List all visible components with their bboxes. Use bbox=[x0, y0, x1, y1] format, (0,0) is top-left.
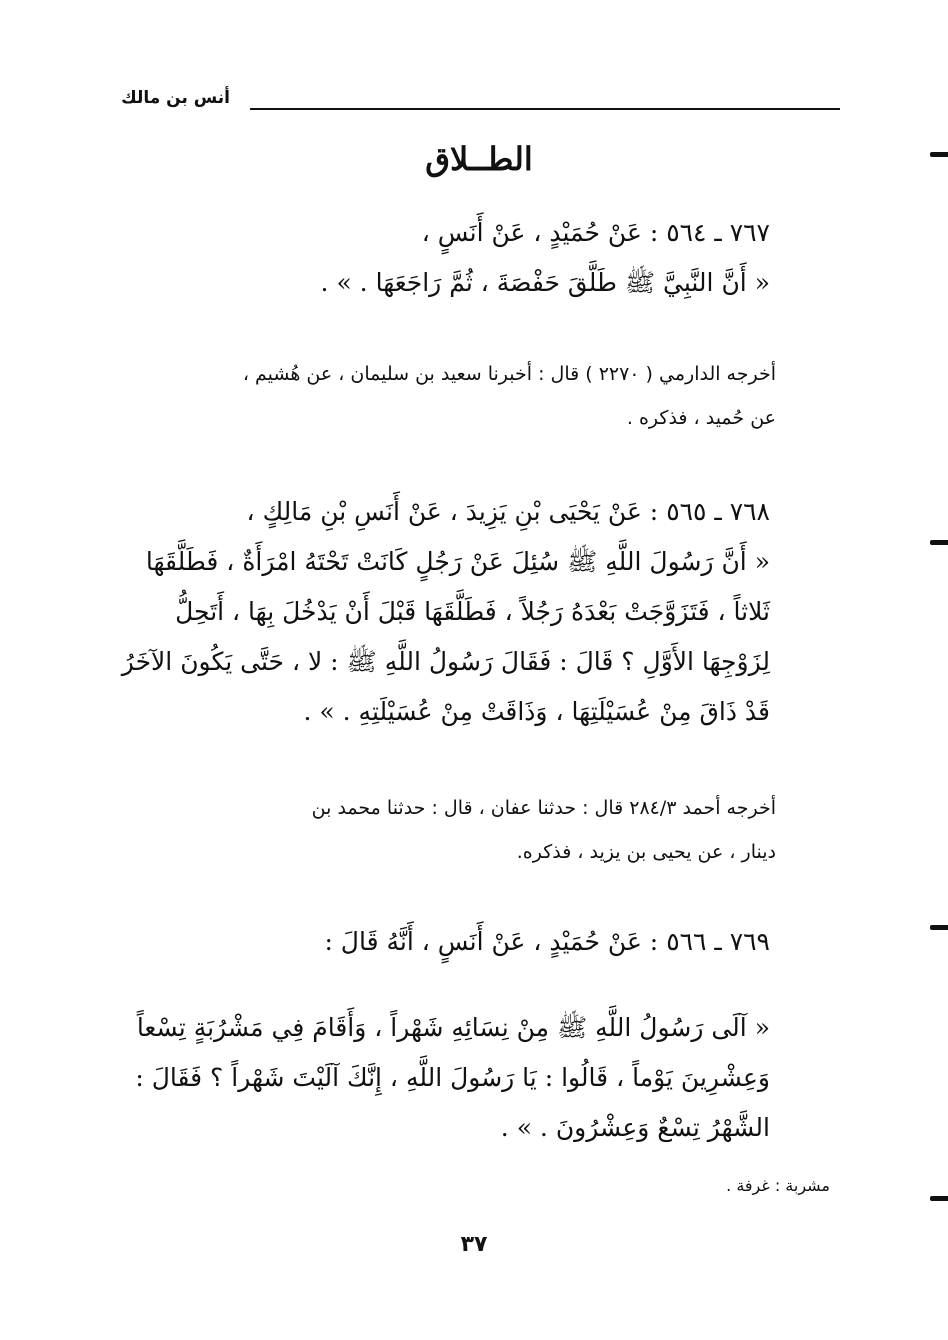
hadith-line: ثَلاثاً ، فَتَزَوَّجَتْ بَعْدَهُ رَجُلاً ، فَطَلَّقَهَا قَبْلَ أَنْ يَدْخُلَ بِهَا ، أَتَحِلُّ bbox=[175, 597, 770, 626]
margin-mark bbox=[930, 540, 948, 545]
note-line: دينار ، عن يحيى بن يزيد ، فذكره. bbox=[516, 841, 776, 863]
margin-mark bbox=[930, 152, 948, 157]
running-title: أنس بن مالك bbox=[121, 88, 230, 108]
page-number: ٣٧ bbox=[460, 1232, 488, 1257]
hadith-line: وَعِشْرِينَ يَوْماً ، قَالُوا : يَا رَسُولَ اللَّهِ ، إِنَّكَ آلَيْتَ شَهْراً ؟ فَقَالَ : bbox=[135, 1063, 770, 1092]
hadith-line: ٧٦٩ ـ ٥٦٦ : عَنْ حُمَيْدٍ ، عَنْ أَنَسٍ ، أَنَّهُ قَالَ : bbox=[324, 927, 770, 956]
hadith-line: « آلَى رَسُولُ اللَّهِ ﷺ مِنْ نِسَائِهِ شَهْراً ، وَأَقَامَ فِي مَشْرُبَةٍ تِسْعاً bbox=[136, 1013, 770, 1042]
hadith-768-takhrij bbox=[110, 786, 776, 874]
note-line: عن حُميد ، فذكره . bbox=[626, 407, 776, 429]
hadith-line: قَدْ ذَاقَ مِنْ عُسَيْلَتِهَا ، وَذَاقَتْ مِنْ عُسَيْلَتِهِ . » . bbox=[303, 697, 770, 726]
hadith-769-heading bbox=[110, 917, 770, 967]
margin-mark bbox=[930, 1196, 948, 1201]
hadith-769-text bbox=[110, 1003, 770, 1153]
chapter-title: الطــلاق bbox=[425, 140, 533, 178]
hadith-768-text bbox=[110, 487, 770, 737]
hadith-767-text bbox=[110, 208, 770, 308]
hadith-767-takhrij bbox=[110, 352, 776, 440]
hadith-line: الشَّهْرُ تِسْعٌ وَعِشْرُونَ . » . bbox=[500, 1113, 770, 1142]
note-line: أخرجه الدارمي ( ٢٢٧٠ ) قال : أخبرنا سعيد بن سليمان ، عن هُشيم ، bbox=[242, 363, 776, 385]
hadith-line: « أَنَّ رَسُولَ اللَّهِ ﷺ سُئِلَ عَنْ رَجُلٍ كَانَتْ تَحْتَهُ امْرَأَةٌ ، فَطَلَّقَهَا bbox=[145, 547, 770, 576]
hadith-line: ٧٦٨ ـ ٥٦٥ : عَنْ يَحْيَى بْنِ يَزِيدَ ، عَنْ أَنَسِ بْنِ مَالِكٍ ، bbox=[246, 497, 770, 526]
hadith-line: « أَنَّ النَّبِيَّ ﷺ طَلَّقَ حَفْصَةَ ، ثُمَّ رَاجَعَهَا . » . bbox=[320, 268, 770, 297]
footnote-gloss: مشربة : غرفة . bbox=[726, 1176, 830, 1195]
header-rule bbox=[250, 108, 840, 110]
note-line: أخرجه أحمد ٢٨٤/٣ قال : حدثنا عفان ، قال : حدثنا محمد بن bbox=[311, 797, 776, 819]
margin-mark bbox=[930, 925, 948, 930]
hadith-line: لِزَوْجِهَا الأَوَّلِ ؟ قَالَ : فَقَالَ رَسُولُ اللَّهِ ﷺ : لا ، حَتَّى يَكُونَ الآخَرُ bbox=[121, 647, 770, 676]
hadith-line: ٧٦٧ ـ ٥٦٤ : عَنْ حُمَيْدٍ ، عَنْ أَنَسٍ ، bbox=[421, 218, 770, 247]
running-header bbox=[121, 88, 840, 118]
